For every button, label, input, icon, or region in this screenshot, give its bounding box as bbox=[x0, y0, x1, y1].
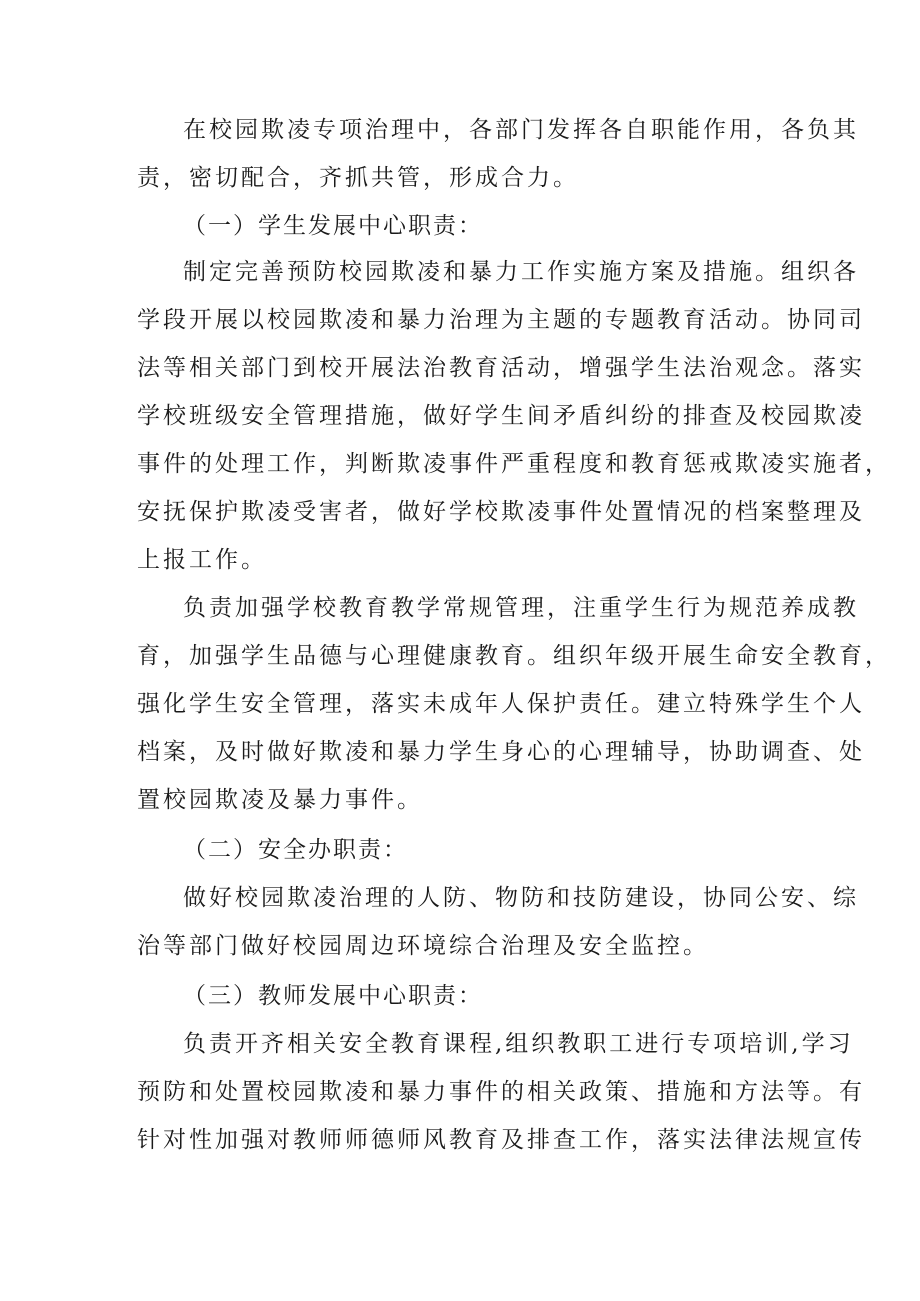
section-1-para-1-line-2: 学段开展以校园欺凌和暴力治理为主题的专题教育活动。协同司 bbox=[137, 307, 865, 333]
section-3-para-1-line-1: 负责开齐相关安全教育课程,组织教职工进行专项培训,学习 bbox=[183, 1031, 854, 1057]
section-1-para-2-line-4: 档案，及时做好欺凌和暴力学生身心的心理辅导，协助调查、处 bbox=[137, 739, 865, 765]
section-3-para-1-line-3: 针对性加强对教师师德师风教育及排查工作，落实法律法规宣传 bbox=[137, 1127, 865, 1153]
intro-line-2: 责，密切配合，齐抓共管，形成合力。 bbox=[137, 165, 579, 191]
section-3-para-1-line-2: 预防和处置校园欺凌和暴力事件的相关政策、措施和方法等。有 bbox=[137, 1079, 865, 1105]
section-1-heading: （一）学生发展中心职责： bbox=[183, 213, 483, 239]
section-1-para-2-line-2: 育，加强学生品德与心理健康教育。组织年级开展生命安全教育， bbox=[137, 643, 891, 669]
section-1-para-2-line-5: 置校园欺凌及暴力事件。 bbox=[137, 787, 423, 813]
section-2-para-1-line-2: 治等部门做好校园周边环境综合治理及安全监控。 bbox=[137, 933, 709, 959]
section-1-para-1-line-5: 事件的处理工作，判断欺凌事件严重程度和教育惩戒欺凌实施者， bbox=[137, 451, 891, 477]
intro-line-1: 在校园欺凌专项治理中，各部门发挥各自职能作用，各负其 bbox=[183, 117, 859, 143]
section-1-para-1-line-6: 安抚保护欺凌受害者，做好学校欺凌事件处置情况的档案整理及 bbox=[137, 499, 865, 525]
section-1-para-2-line-1: 负责加强学校教育教学常规管理，注重学生行为规范养成教 bbox=[183, 595, 859, 621]
section-1-para-1-line-1: 制定完善预防校园欺凌和暴力工作实施方案及措施。组织各 bbox=[183, 259, 859, 285]
section-1-para-2-line-3: 强化学生安全管理，落实未成年人保护责任。建立特殊学生个人 bbox=[137, 691, 865, 717]
section-1-para-1-line-7: 上报工作。 bbox=[137, 547, 267, 573]
section-2-para-1-line-1: 做好校园欺凌治理的人防、物防和技防建设，协同公安、综 bbox=[183, 885, 859, 911]
section-2-heading: （二）安全办职责： bbox=[183, 837, 408, 863]
section-1-para-1-line-4: 学校班级安全管理措施，做好学生间矛盾纠纷的排查及校园欺凌 bbox=[137, 403, 865, 429]
section-1-para-1-line-3: 法等相关部门到校开展法治教育活动，增强学生法治观念。落实 bbox=[137, 355, 865, 381]
section-3-heading: （三）教师发展中心职责： bbox=[183, 983, 483, 1009]
